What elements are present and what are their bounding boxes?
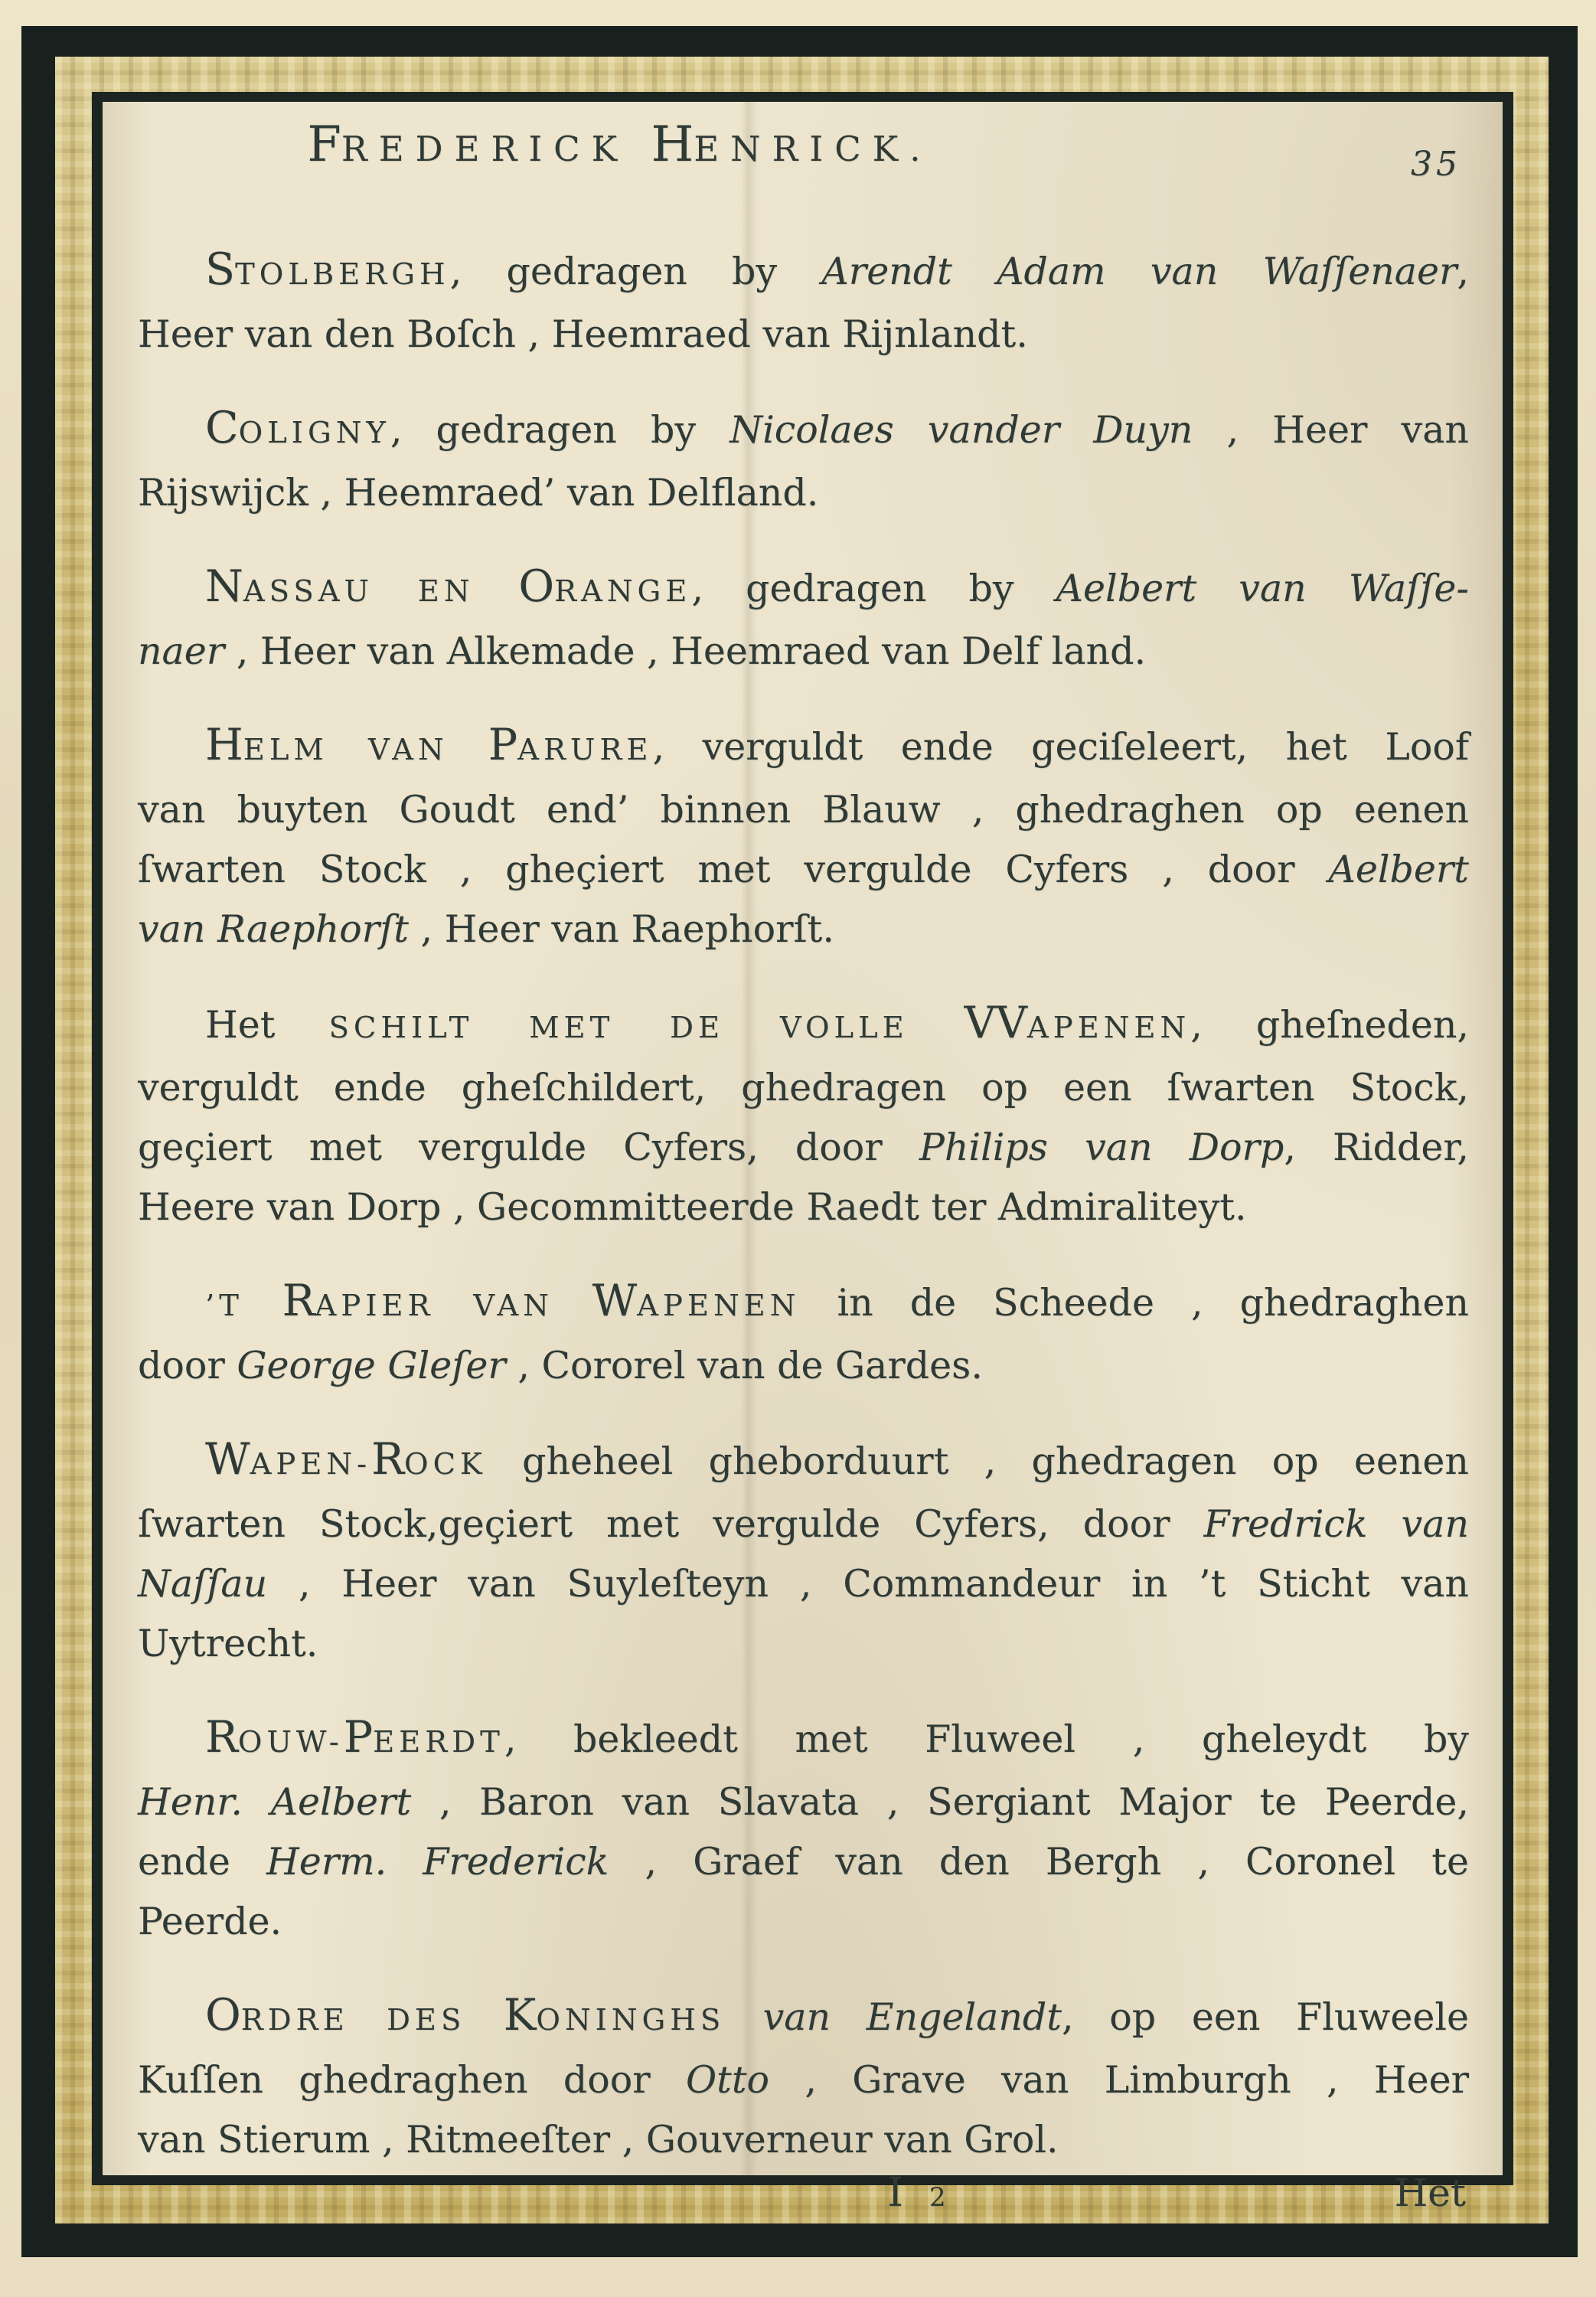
text-segment: geçiert met vergulde Cyfers, door xyxy=(138,1126,919,1169)
text-segment: TOLBERGH xyxy=(235,257,450,292)
text-segment: , Graef van den Bergh , Coronel te xyxy=(609,1840,1469,1884)
text-segment: ende xyxy=(138,1840,267,1884)
text-segment: , Cororel van de Gardes. xyxy=(505,1344,983,1387)
text-line xyxy=(138,780,1469,840)
paragraph xyxy=(138,557,1469,681)
running-header xyxy=(138,111,1469,191)
text-line xyxy=(138,1773,1469,1832)
text-line xyxy=(138,1985,1469,2050)
text-line xyxy=(138,1178,1469,1237)
text-segment: Naſſau xyxy=(138,1562,268,1606)
text-segment: , verguldt ende geciſeleert, het Loof xyxy=(652,725,1470,769)
text-segment: van Stierum , Ritmeeſter , Gouverneur van Grol. xyxy=(138,2118,1059,2161)
text-line xyxy=(138,1892,1469,1952)
text-segment: S xyxy=(205,244,236,295)
text-segment: , gedragen by xyxy=(390,408,730,452)
text-segment: OLIGNY xyxy=(238,416,390,450)
text-segment: Heere van Dorp , Gecommitteerde Raedt ter Admiraliteyt. xyxy=(138,1185,1247,1229)
text-segment: ELM VAN xyxy=(243,733,488,767)
text-segment: OUW- xyxy=(237,1725,344,1760)
text-segment: APEN- xyxy=(250,1447,372,1482)
paragraph xyxy=(138,993,1469,1237)
paragraph xyxy=(138,398,1469,523)
text-line xyxy=(138,1832,1469,1892)
page-title xyxy=(307,116,932,173)
text-segment: W xyxy=(205,1434,250,1485)
text-segment: ASSAU EN xyxy=(243,574,519,609)
text-segment: F xyxy=(307,116,341,173)
text-segment: van Raephorſt xyxy=(138,907,409,951)
text-segment: Fredrick van xyxy=(1203,1502,1470,1546)
text-segment: naer xyxy=(138,629,225,673)
text-segment: van buyten Goudt end’ binnen Blauw , ghedraghen op eenen xyxy=(138,788,1469,832)
text-line xyxy=(138,1336,1469,1396)
text-segment: Aelbert van Waſſe- xyxy=(1056,567,1469,610)
text-segment: Philips van Dorp xyxy=(919,1126,1284,1169)
text-segment: ENRICK. xyxy=(694,129,932,169)
mourning-border-black-inner-rule xyxy=(92,92,1513,2216)
paragraph xyxy=(138,1707,1469,1952)
text-line xyxy=(138,1271,1469,1336)
body-text xyxy=(138,206,1469,2170)
mourning-border-gold-band xyxy=(55,57,1549,2223)
text-segment: , Baron van Slavata , Sergiant Major te Peerde, xyxy=(411,1780,1469,1824)
text-segment: , Ridder, xyxy=(1284,1126,1469,1169)
text-segment: C xyxy=(205,403,239,453)
text-segment: ſwarten Stock,geçiert met vergulde Cyfers, door xyxy=(138,1502,1204,1546)
text-segment: Heer van den Boſch , Heemraed van Rijnlandt. xyxy=(138,312,1028,356)
text-segment: Arendt Adam van Waſſenaer xyxy=(821,250,1457,293)
signature-mark xyxy=(887,2170,945,2216)
text-segment: VV xyxy=(964,998,1027,1048)
text-segment: Otto xyxy=(686,2058,770,2102)
text-segment: , bekleedt met Fluweel , gheleydt by xyxy=(504,1717,1469,1761)
text-segment: in de Scheede , ghedraghen xyxy=(800,1281,1470,1325)
text-segment: APENEN xyxy=(1026,1011,1191,1045)
paragraph xyxy=(138,240,1469,364)
paragraph xyxy=(138,1271,1469,1396)
paragraph xyxy=(138,1985,1469,2170)
text-segment: RANGE xyxy=(554,574,692,609)
text-segment: APENEN xyxy=(637,1289,801,1323)
text-segment: O xyxy=(205,1990,241,2041)
signature-letter: I xyxy=(887,2170,903,2216)
text-segment: H xyxy=(651,116,694,173)
text-line xyxy=(138,305,1469,364)
text-line xyxy=(138,240,1469,305)
text-line xyxy=(138,1707,1469,1773)
text-line xyxy=(138,463,1469,523)
text-segment: Nicolaes vander Duyn xyxy=(729,408,1193,452)
signature-number: 2 xyxy=(929,2182,946,2213)
text-segment: George Gleſer xyxy=(237,1344,506,1387)
text-segment: , gedragen by xyxy=(691,567,1056,610)
text-segment: EERDT xyxy=(373,1725,504,1760)
catchword: Het xyxy=(1394,2171,1466,2215)
text-segment: R xyxy=(371,1434,405,1485)
text-segment: , Heer van xyxy=(1193,408,1469,452)
text-segment: H xyxy=(205,720,243,770)
page-paper xyxy=(103,102,1503,2216)
text-segment: ſwarten Stock , gheçiert met vergulde Cyfers , door xyxy=(138,848,1329,891)
text-line xyxy=(138,900,1469,959)
text-line xyxy=(138,622,1469,681)
text-line xyxy=(138,2050,1469,2110)
text-segment: ONINGHS xyxy=(536,2003,763,2037)
page-footer xyxy=(138,2170,1469,2219)
text-segment: ARURE xyxy=(517,733,653,767)
text-segment: , op een Fluweele xyxy=(1062,1995,1469,2039)
text-segment: ’T xyxy=(205,1289,282,1323)
text-segment: W xyxy=(592,1276,638,1326)
text-segment: N xyxy=(205,561,243,612)
paragraph xyxy=(138,1429,1469,1674)
text-segment: verguldt ende gheſchildert, ghedragen op een ſwarten Stock, xyxy=(138,1066,1469,1109)
mourning-border-black-outer xyxy=(21,26,1578,2257)
text-line xyxy=(138,840,1469,900)
text-segment: , Heer van Raephorſt. xyxy=(408,907,834,951)
text-segment: SCHILT MET DE VOLLE xyxy=(328,1011,964,1045)
text-segment: , Heer van Alkemade , Heemraed van Delf land. xyxy=(224,629,1147,673)
text-line xyxy=(138,1118,1469,1178)
text-segment: P xyxy=(488,720,518,770)
text-segment: Henr. Aelbert xyxy=(138,1780,412,1824)
text-segment: APIER VAN xyxy=(315,1289,592,1323)
text-segment: , Heer van Suyleſteyn , Commandeur in ’t Sticht van xyxy=(267,1562,1469,1606)
page-number: 35 xyxy=(1411,145,1461,184)
text-line xyxy=(138,1614,1469,1674)
text-segment: van Engelandt xyxy=(762,1995,1062,2039)
text-line xyxy=(138,398,1469,463)
text-line xyxy=(138,1058,1469,1118)
text-segment: Peerde. xyxy=(138,1900,282,1943)
text-segment: Rijswijck , Heemraed’ van Delfland. xyxy=(138,471,819,515)
text-segment: Het xyxy=(205,1003,329,1047)
text-segment: , xyxy=(1457,250,1469,293)
text-line xyxy=(138,1429,1469,1495)
text-segment: door xyxy=(138,1344,237,1387)
text-segment: OCK xyxy=(404,1447,487,1482)
text-segment: P xyxy=(343,1712,374,1763)
text-segment: Kuſſen ghedraghen door xyxy=(138,2058,686,2102)
text-line xyxy=(138,1554,1469,1614)
text-line xyxy=(138,993,1469,1058)
text-segment: Herm. Frederick xyxy=(266,1840,609,1884)
text-line xyxy=(138,2110,1469,2170)
text-segment: , Grave van Limburgh , Heer xyxy=(769,2058,1469,2102)
text-segment: R xyxy=(205,1712,238,1763)
text-segment: RDRE DES xyxy=(240,2003,504,2037)
text-line xyxy=(138,1495,1469,1554)
text-segment: Aelbert xyxy=(1328,848,1469,891)
text-segment: , gheſneden, xyxy=(1190,1003,1470,1047)
text-segment: gheheel gheborduurt , ghedragen op eenen xyxy=(486,1439,1469,1483)
text-line xyxy=(138,715,1469,780)
paragraph xyxy=(138,715,1469,959)
text-line xyxy=(138,557,1469,622)
text-segment: R xyxy=(282,1276,315,1326)
text-segment: , gedragen by xyxy=(449,250,822,293)
text-segment: Uytrecht. xyxy=(138,1622,318,1665)
text-segment: REDERICK xyxy=(341,129,651,169)
text-segment: K xyxy=(503,1990,537,2041)
text-segment: O xyxy=(518,561,555,612)
